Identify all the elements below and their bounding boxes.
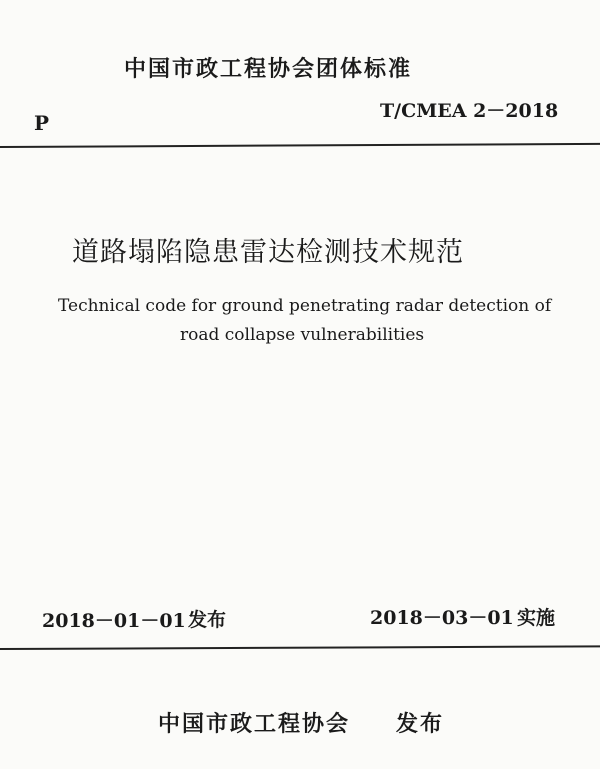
top-divider: [0, 143, 600, 148]
publisher-name: 中国市政工程协会: [158, 712, 351, 737]
document-title-english-line2: road collapse vulnerabilities: [180, 325, 425, 345]
release-date: 2018－01－01: [42, 610, 186, 632]
publish-label: 发布: [396, 712, 445, 737]
standard-number: T/CMEA 2－2018: [380, 100, 559, 122]
release-label: 发布: [188, 609, 227, 631]
implementation-date: 2018－03－01: [370, 607, 514, 629]
document-title-english-line1: Technical code for ground penetrating radar detection of: [58, 296, 552, 316]
classification-code: P: [34, 111, 50, 135]
organization-standard-heading: 中国市政工程协会团体标准: [124, 57, 413, 82]
implementation-label: 实施: [517, 607, 556, 629]
bottom-divider: [0, 645, 600, 650]
document-title-chinese: 道路塌陷隐患雷达检测技术规范: [72, 237, 464, 268]
